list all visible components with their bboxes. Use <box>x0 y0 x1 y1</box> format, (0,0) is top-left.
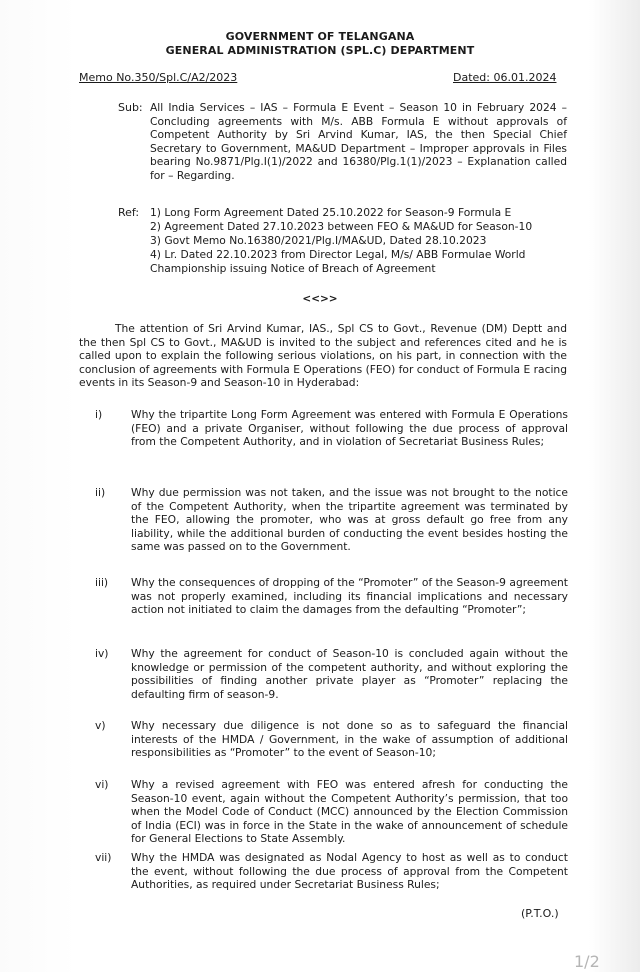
page-number: 1/2 <box>574 952 600 971</box>
reference-item: 1) Long Form Agreement Dated 25.10.2022 for Season-9 Formula E <box>150 206 512 219</box>
list-item: Why the agreement for conduct of Season-10 is concluded again without the knowledge or permission of the competent authority, and without exploring the possibilities of finding another private player as “Promoter” replacing the defaulting firm of season-9. <box>131 647 568 701</box>
reference-label: Ref: <box>118 206 140 219</box>
page-turn-note: (P.T.O.) <box>521 907 559 920</box>
list-item-number: iii) <box>95 576 109 589</box>
list-item: Why the HMDA was designated as Nodal Agency to host as well as to conduct the event, without following the due process of approval from the Competent Authorities, as required under Secretariat Business Rules; <box>131 851 568 892</box>
list-item-number: v) <box>95 719 106 732</box>
reference-item: 3) Govt Memo No.16380/2021/Plg.I/MA&UD, Dated 28.10.2023 <box>150 234 487 247</box>
list-item-number: ii) <box>95 486 106 499</box>
list-item: Why the tripartite Long Form Agreement was entered with Formula E Operations (FEO) and a private Organiser, without following the due process of approval from the Competent Authority, and in violation of Secretariat Business Rules; <box>131 408 568 449</box>
memo-date: Dated: 06.01.2024 <box>453 71 557 84</box>
intro-paragraph: The attention of Sri Arvind Kumar, IAS., Spl CS to Govt., Revenue (DM) Deptt and the then Spl CS to Govt., MA&UD is invited to the subject and references cited and he is called upon to explain the following serious violations, on his part, in connection with the conclusion of agreements with Formula E Operations (FEO) for conduct of Formula E racing events in its Season-9 and Season-10 in Hyderabad: <box>79 322 567 390</box>
memo-number: Memo No.350/Spl.C/A2/2023 <box>79 71 238 84</box>
list-item-number: i) <box>95 408 103 421</box>
list-item-number: vi) <box>95 778 109 791</box>
list-item-number: iv) <box>95 647 109 660</box>
list-item-number: vii) <box>95 851 112 864</box>
subject-text: All India Services – IAS – Formula E Event – Season 10 in February 2024 – Concluding agreements with M/s. ABB Formula E without approvals of Competent Authority by Sri Arvind Kumar, IAS, the then Special Chief Secretary to Government, MA&UD Department – Improper approvals in Files bearing No.9871/Plg.I(1)/2022 and 16380/Plg.1(1)/2023 – Explanation called for – Regarding. <box>150 101 567 182</box>
list-item: Why necessary due diligence is not done so as to safeguard the financial interests of the HMDA / Government, in the wake of assumption of additional responsibilities as “Promoter” to the event of Season-10; <box>131 719 568 760</box>
govt-title: GOVERNMENT OF TELANGANA <box>225 30 415 43</box>
separator: <<>> <box>302 293 338 305</box>
department-title: GENERAL ADMINISTRATION (SPL.C) DEPARTMENT <box>165 44 475 57</box>
reference-item: 4) Lr. Dated 22.10.2023 from Director Legal, M/s/ ABB Formulae World Championship issuing Notice of Breach of Agreement <box>150 248 526 275</box>
list-item: Why due permission was not taken, and the issue was not brought to the notice of the Competent Authority, when the tripartite agreement was terminated by the FEO, allowing the promoter, who was at gross default go free from any liability, while the additional burden of conducting the event besides hosting the same was passed on to the Government. <box>131 486 568 554</box>
list-item: Why a revised agreement with FEO was entered afresh for conducting the Season-10 event, again without the Competent Authority’s permission, that too when the Model Code of Conduct (MCC) announced by the Election Commission of India (ECI) was in force in the State in the wake of announcement of schedule for General Elections to State Assembly. <box>131 778 568 846</box>
reference-item: 2) Agreement Dated 27.10.2023 between FEO & MA&UD for Season-10 <box>150 220 533 233</box>
subject-label: Sub: <box>118 101 143 114</box>
list-item: Why the consequences of dropping of the “Promoter” of the Season-9 agreement was not properly examined, including its financial implications and necessary action not initiated to claim the damages from the defaulting “Promoter”; <box>131 576 568 617</box>
